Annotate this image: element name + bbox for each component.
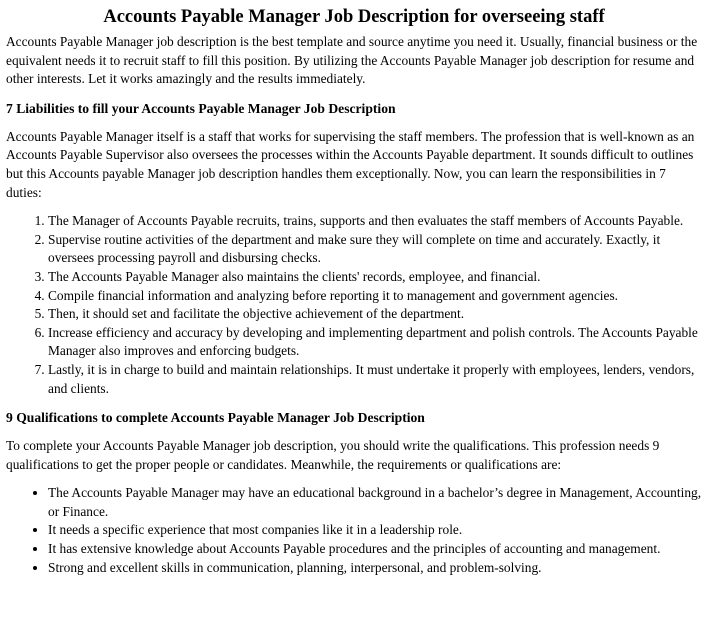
qualifications-list <box>6 484 702 577</box>
liabilities-paragraph: Accounts Payable Manager itself is a staff that works for supervising the staff members. The profession that is well-known as an Accounts Payable Supervisor also oversees the processes within the Accounts Payable department. It sounds difficult to outlines but this Accounts payable Manager job description handles them exceptionally. Now, you can learn the responsibilities in 7 duties: <box>6 128 695 200</box>
intro-paragraph: Accounts Payable Manager job description is the best template and source anytime you need it. Usually, financial business or the equivalent needs it to recruit staff to fill this position. By utilizing the Accounts Payable Manager job description for resume and other interests. Let it works amazingly and the results immediately. <box>6 34 698 87</box>
document-page <box>0 6 708 577</box>
liabilities-heading: 7 Liabilities to fill your Accounts Payable Manager Job Description <box>6 100 396 116</box>
list-item: 1. The Manager of Accounts Payable recruits, trains, supports and then evaluates the staff members of Accounts Payable. <box>48 212 702 231</box>
list-item: • It needs a specific experience that most companies like it in a leadership role. <box>48 521 702 540</box>
page-title: Accounts Payable Manager Job Description for overseeing staff <box>103 7 605 27</box>
list-item: 5. Then, it should set and facilitate the objective achievement of the department. <box>48 305 702 324</box>
liabilities-list <box>6 212 702 398</box>
list-item: • Strong and excellent skills in communication, planning, interpersonal, and problem-solving. <box>48 559 702 578</box>
list-item: 7. Lastly, it is in charge to build and maintain relationships. It must undertake it properly with employees, lenders, vendors, and clients. <box>48 361 702 398</box>
list-item: 3. The Accounts Payable Manager also maintains the clients' records, employee, and financial. <box>48 268 702 287</box>
list-item: 4. Compile financial information and analyzing before reporting it to management and government agencies. <box>48 287 702 306</box>
list-item: • The Accounts Payable Manager may have an educational background in a bachelor’s degree in Management, Accounting, or Finance. <box>48 484 702 521</box>
list-item: • It has extensive knowledge about Accounts Payable procedures and the principles of accounting and management. <box>48 540 702 559</box>
qualifications-paragraph: To complete your Accounts Payable Manager job description, you should write the qualifications. This profession needs 9 qualifications to get the proper people or candidates. Meanwhile, the requirements or qualifications are: <box>6 438 660 472</box>
list-item: 6. Increase efficiency and accuracy by developing and implementing department and polish controls. The Accounts Payable Manager also improves and enforcing budgets. <box>48 324 702 361</box>
list-item: 2. Supervise routine activities of the department and make sure they will complete on time and accurately. Exactly, it oversees processing payroll and disbursing checks. <box>48 231 702 268</box>
qualifications-heading: 9 Qualifications to complete Accounts Payable Manager Job Description <box>6 410 425 426</box>
